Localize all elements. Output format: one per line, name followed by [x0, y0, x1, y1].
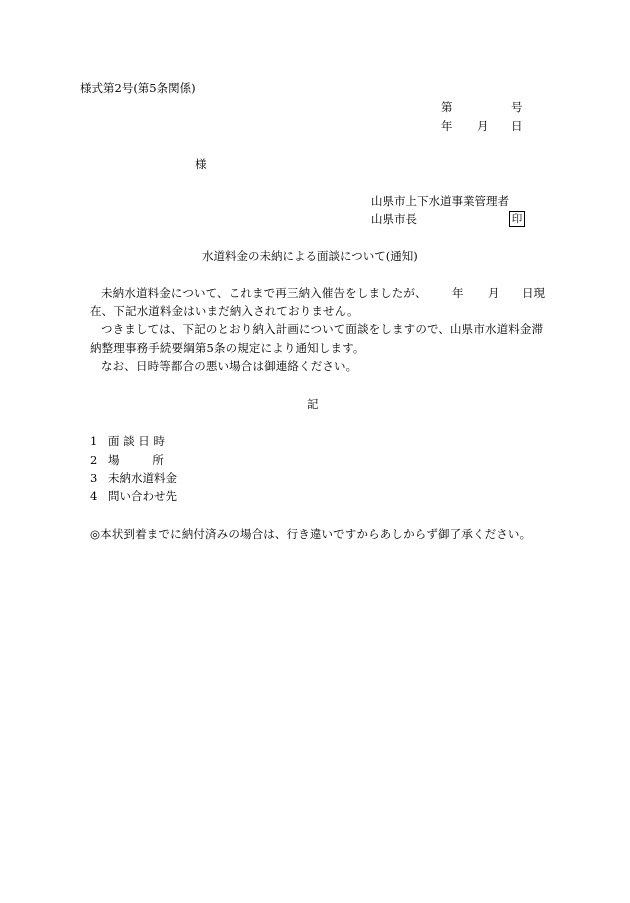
- item-1-label: 面 談 日 時: [108, 434, 165, 448]
- seal-mark: 印: [509, 211, 525, 227]
- body-p3-line1: なお、日時等都合の悪い場合は御連絡ください。: [101, 359, 358, 373]
- form-label: 様式第2号(第5条関係): [80, 81, 196, 95]
- body-p1-year: 年: [452, 286, 464, 300]
- recipient-sama: 様: [195, 157, 207, 171]
- body-p1-month: 月: [488, 286, 500, 300]
- number-go: 号: [511, 100, 523, 114]
- body-p2-line2: 納整理事務手続要綱第5条の規定により通知します。: [90, 341, 365, 355]
- body-p1-line2: 在、下記水道料金はいまだ納入されておりません。: [90, 304, 359, 318]
- number-dai: 第: [441, 100, 453, 114]
- item-3-number: 3: [90, 471, 98, 485]
- sender-mayor: 山県市長: [371, 212, 417, 226]
- body-p1-day-current: 日現: [522, 286, 545, 300]
- item-4-label: 問い合わせ先: [108, 489, 177, 503]
- payment-note: ◎本状到着までに納付済みの場合は、行き違いですからあしからず御了承ください。: [90, 527, 532, 541]
- document-title: 水道料金の未納による面談について(通知): [202, 249, 418, 263]
- seal-stamp: [509, 211, 525, 227]
- item-2-number: 2: [90, 453, 98, 467]
- item-4-number: 4: [90, 489, 98, 503]
- item-2-label: 場 所: [108, 453, 164, 467]
- sender-title: 山県市上下水道事業管理者: [371, 194, 509, 208]
- item-1-number: 1: [90, 434, 98, 448]
- date-day: 日: [511, 119, 523, 133]
- body-p2-line1: つきましては、下記のとおり納入計画について面談をしますので、山県市水道料金滞: [101, 322, 544, 336]
- item-3-label: 未納水道料金: [108, 471, 177, 485]
- ki-marker: 記: [307, 397, 319, 411]
- date-year: 年: [441, 119, 453, 133]
- body-p1-line1: 未納水道料金について、これまで再三納入催告をしましたが、: [101, 286, 427, 300]
- date-month: 月: [477, 119, 489, 133]
